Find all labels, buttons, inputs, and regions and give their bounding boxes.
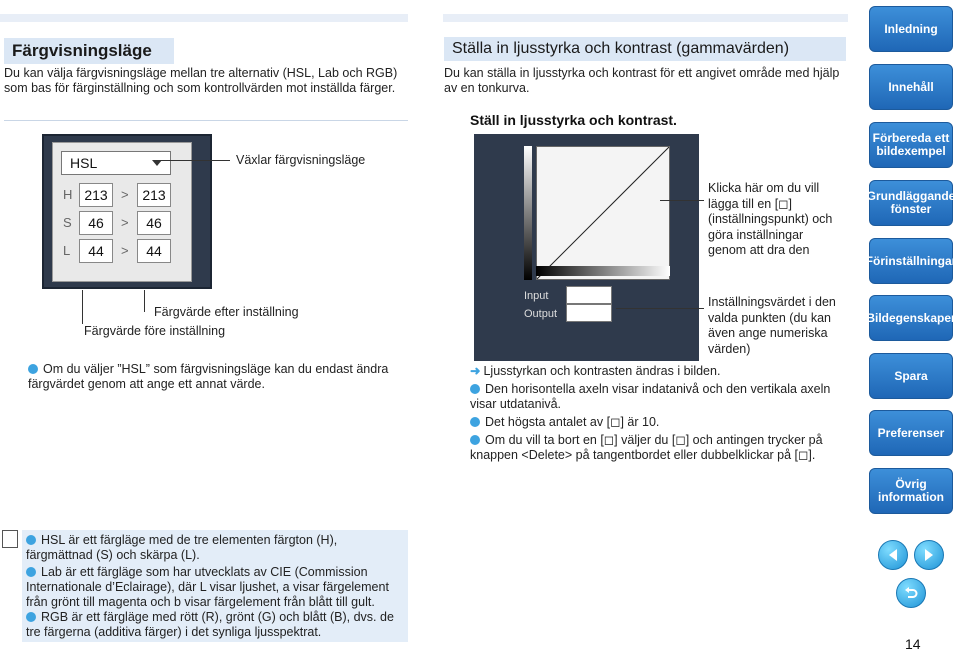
color-mode-value: HSL: [70, 155, 98, 171]
channel-label-s: S: [63, 215, 72, 230]
hsl-note: Om du väljer ”HSL” som färgvisningsläge kan du endast ändra färgvärdet genom att ange ett annat värde.: [28, 362, 408, 392]
callout-line: [144, 290, 145, 312]
nav-preferenser[interactable]: Preferenser: [869, 410, 953, 456]
gamma-intro: Du kan ställa in ljusstyrka och kontrast för ett angivet område med hjälp av en tonkurva.: [444, 66, 840, 95]
before-value-h: 213: [79, 183, 113, 207]
hsl-panel-inner: [52, 142, 192, 282]
channel-label-h: H: [63, 187, 73, 202]
hsl-panel: [42, 134, 212, 289]
gamma-bullet-2: Det högsta antalet av [◻] är 10.: [470, 415, 848, 430]
callout-line: [160, 160, 230, 161]
nav-forbereda[interactable]: Förbereda ett bildexempel: [869, 122, 953, 168]
arrow-right-icon: [922, 548, 936, 562]
memo-bullet-1: HSL är ett färgläge med de tre elementen färgton (H), färgmättnad (S) och skärpa (L).: [26, 533, 406, 563]
top-bar-left: [0, 14, 408, 22]
memo-bullet-3: RGB är ett färgläge med rött (R), grönt (G) och blått (B), dvs. de tre färgerna (additiva färger) i det synliga ljusspektrat.: [26, 610, 406, 640]
tone-curve-panel: [474, 134, 699, 361]
back-button[interactable]: [896, 578, 926, 608]
nav-innehall[interactable]: Innehåll: [869, 64, 953, 110]
step-heading: Ställ in ljusstyrka och kontrast.: [470, 112, 677, 128]
input-label: Input: [524, 290, 549, 302]
input-value-field[interactable]: [566, 286, 612, 304]
divider: [4, 120, 408, 121]
color-mode-intro: Du kan välja färgvisningsläge mellan tre alternativ (HSL, Lab och RGB) som bas för färginställning och som kontrollvärden mot inställda färger.: [4, 66, 398, 95]
after-value-l[interactable]: 44: [137, 239, 171, 263]
return-icon: [904, 586, 918, 600]
memo-icon: [2, 530, 18, 548]
callout-line: [660, 200, 704, 201]
before-value-s: 46: [79, 211, 113, 235]
tone-curve-line: [537, 147, 669, 279]
color-mode-dropdown[interactable]: [61, 151, 171, 175]
nav-spara[interactable]: Spara: [869, 353, 953, 399]
nav-inledning[interactable]: Inledning: [869, 6, 953, 52]
callout-add-point: Klicka här om du vill lägga till en [◻] (inställningspunkt) och göra inställningar genom att dra den: [708, 181, 833, 257]
output-label: Output: [524, 308, 558, 320]
memo-bullet-2: Lab är ett färgläge som har utvecklats av CIE (Commission Internationale d’Eclairage), där L visar ljushet, a visar färgelement från grönt till magenta och b visar färgelement från blått till gult.: [26, 565, 406, 610]
nav-bildegenskaper[interactable]: Bildegenskaper: [869, 295, 953, 341]
input-gradient: [536, 266, 670, 276]
nav-ovrig[interactable]: Övrig information: [869, 468, 953, 514]
result-text: Ljusstyrkan och kontrasten ändras i bilden.: [483, 364, 721, 378]
callout-value-before: Färgvärde före inställning: [84, 324, 226, 338]
arrow-icon: >: [121, 243, 129, 258]
next-page-button[interactable]: [914, 540, 944, 570]
result-line: ➜ Ljusstyrkan och kontrasten ändras i bilden.: [470, 364, 721, 378]
nav-forinstallningar[interactable]: Förinställningar: [869, 238, 953, 284]
gamma-bullet-3: Om du vill ta bort en [◻] väljer du [◻] och antingen trycker på knappen <Delete> på tangentbordet eller dubbelklickar på [◻].: [470, 433, 848, 463]
section-title-gamma: Ställa in ljusstyrka och kontrast (gammavärden): [444, 37, 846, 61]
arrow-icon: >: [121, 215, 129, 230]
arrow-left-icon: [886, 548, 900, 562]
top-bar-mid: [443, 14, 848, 22]
after-value-h[interactable]: 213: [137, 183, 171, 207]
callout-value-input: Inställningsvärdet i den valda punkten (du kan även ange numeriska värden): [708, 295, 836, 356]
tone-curve-graph[interactable]: [536, 146, 670, 280]
before-value-l: 44: [79, 239, 113, 263]
output-gradient: [524, 146, 532, 280]
arrow-icon: >: [121, 187, 129, 202]
callout-mode-switch: Växlar färgvisningsläge: [236, 153, 366, 167]
callout-value-after: Färgvärde efter inställning: [154, 305, 299, 319]
after-value-s[interactable]: 46: [137, 211, 171, 235]
prev-page-button[interactable]: [878, 540, 908, 570]
section-title-color-mode: Färgvisningsläge: [4, 38, 174, 64]
output-value-field[interactable]: [566, 304, 612, 322]
callout-line: [82, 290, 83, 324]
memo-box: [22, 530, 408, 642]
nav-grundlaggande[interactable]: Grundläggande fönster: [869, 180, 953, 226]
channel-label-l: L: [63, 243, 71, 258]
callout-line: [616, 308, 704, 309]
gamma-bullet-1: Den horisontella axeln visar indatanivå och den vertikala axeln visar utdatanivå.: [470, 382, 848, 412]
page-number: 14: [905, 636, 921, 650]
